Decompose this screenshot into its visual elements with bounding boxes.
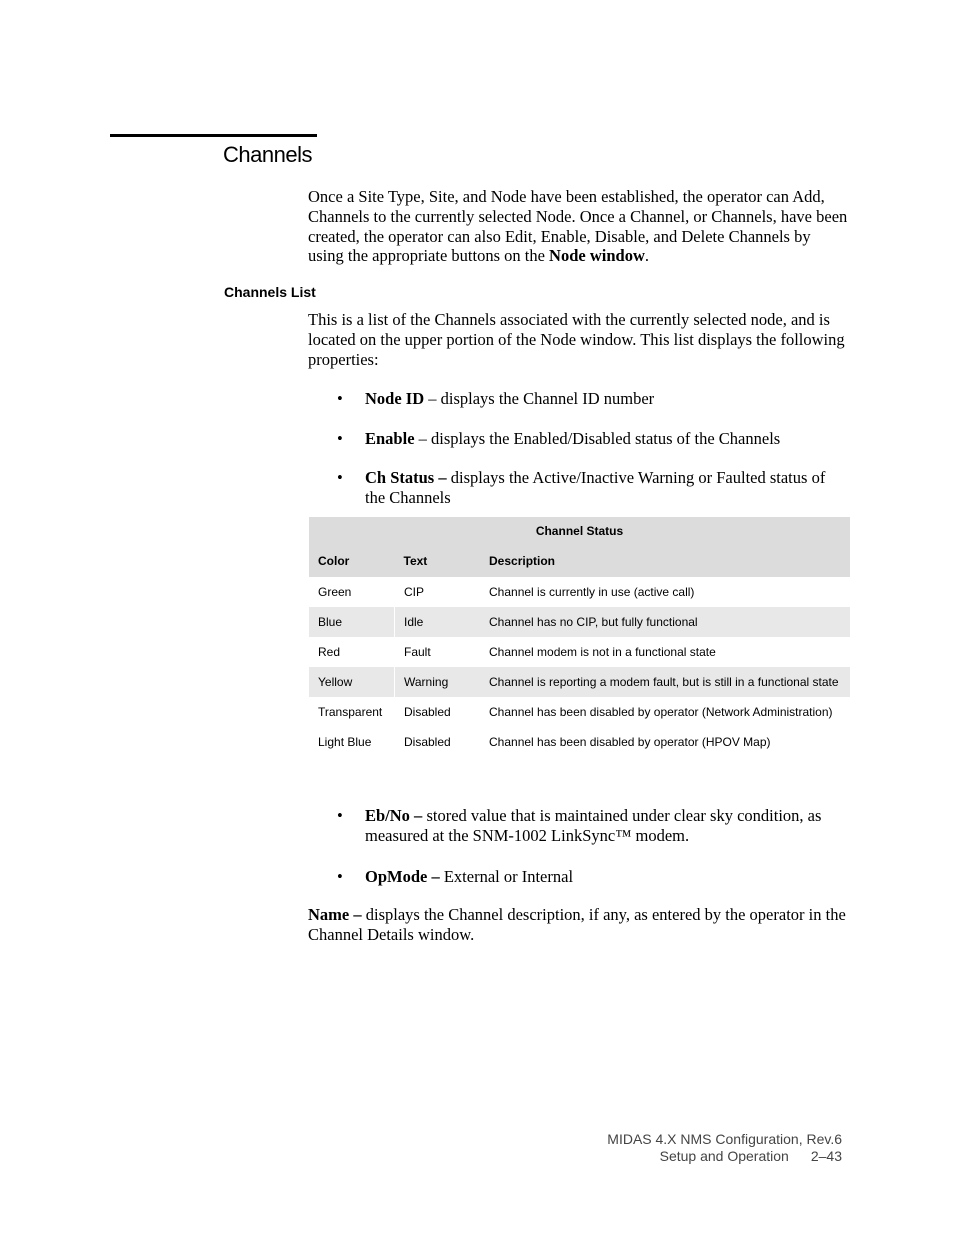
- cell-text: CIP: [404, 585, 425, 599]
- table-caption: Channel Status: [535, 524, 624, 538]
- intro-bold: Node window: [549, 246, 645, 266]
- name-term: Name –: [308, 905, 362, 924]
- bullet-term: Eb/No –: [365, 806, 423, 825]
- col-header-color: Color: [318, 554, 350, 568]
- cell-description: Channel has been disabled by operator (HPOV Map): [489, 735, 771, 749]
- name-desc: displays the Channel description, if any, as entered by the operator in the Channel Details window.: [308, 905, 846, 944]
- cell-text: Disabled: [404, 735, 451, 749]
- bullet-desc: – displays the Channel ID number: [424, 389, 655, 408]
- channel-status-table: [309, 517, 850, 757]
- section-rule: [110, 134, 317, 137]
- bullet-term: Ch Status –: [365, 468, 447, 487]
- intro-paragraph: [308, 187, 848, 266]
- cell-color: Transparent: [309, 697, 395, 727]
- bullet-dot: •: [337, 867, 343, 886]
- cell-color: Light Blue: [309, 727, 395, 757]
- cell-color: Red: [309, 637, 395, 667]
- bullet-dot: •: [337, 429, 343, 448]
- cell-description: Channel has no CIP, but fully functional: [489, 615, 698, 629]
- cell-text: Idle: [404, 615, 424, 629]
- name-paragraph: [308, 905, 848, 945]
- cell-color: Blue: [309, 607, 395, 637]
- page-footer: [607, 1131, 842, 1165]
- cell-description: Channel is reporting a modem fault, but is still in a functional state: [489, 675, 839, 689]
- cell-description: Channel modem is not in a functional state: [489, 645, 716, 659]
- cell-text: Disabled: [404, 705, 451, 719]
- bullet-dot: •: [337, 806, 343, 825]
- table-row: [309, 667, 850, 697]
- cell-color: Yellow: [309, 667, 395, 697]
- cell-text: Fault: [404, 645, 431, 659]
- bullet-desc: stored value that is maintained under clear sky condition, as measured at the SNM-1002 LinkSync™ modem.: [365, 806, 822, 845]
- footer-section-line: [607, 1148, 842, 1165]
- footer-section: Setup and Operation: [659, 1148, 789, 1164]
- bullet-desc: displays the Active/Inactive Warning or Faulted status of the Channels: [365, 468, 826, 507]
- bullet-term: Node ID: [365, 389, 425, 408]
- table-row: [309, 637, 850, 667]
- channels-list-intro: This is a list of the Channels associated with the currently selected node, and is located on the upper portion of the Node window. This list displays the following properties:: [308, 310, 845, 369]
- col-header-description: Description: [489, 554, 556, 568]
- col-header-text: Text: [403, 554, 428, 568]
- bullet-term: OpMode –: [365, 867, 440, 886]
- channels-list-heading: Channels List: [224, 284, 316, 300]
- section-title: Channels: [223, 142, 312, 167]
- bullet-term: Enable: [365, 429, 415, 448]
- table-row: [309, 577, 850, 607]
- bullet-dot: •: [337, 389, 343, 408]
- footer-doc-title: MIDAS 4.X NMS Configuration, Rev.6: [607, 1131, 842, 1147]
- intro-text: Once a Site Type, Site, and Node have been established, the operator can Add, Channels to the currently selected Node. Once a Channel, or Channels, have been created, the operator can also Edit, Enable, Disable, and Delete Channels by using the appropriate buttons on the: [308, 187, 848, 266]
- cell-description: Channel is currently in use (active call): [489, 585, 695, 599]
- cell-text: Warning: [404, 675, 449, 689]
- bullet-desc: External or Internal: [439, 867, 574, 886]
- cell-description: Channel has been disabled by operator (Network Administration): [489, 705, 833, 719]
- table-row: [309, 607, 850, 637]
- bullet-dot: •: [337, 468, 343, 487]
- intro-end: .: [644, 246, 649, 266]
- bullet-desc: – displays the Enabled/Disabled status of the Channels: [414, 429, 781, 448]
- table-row: [309, 727, 850, 757]
- page-number: 2–43: [810, 1148, 842, 1164]
- cell-color: Green: [309, 577, 395, 607]
- table-row: [309, 697, 850, 727]
